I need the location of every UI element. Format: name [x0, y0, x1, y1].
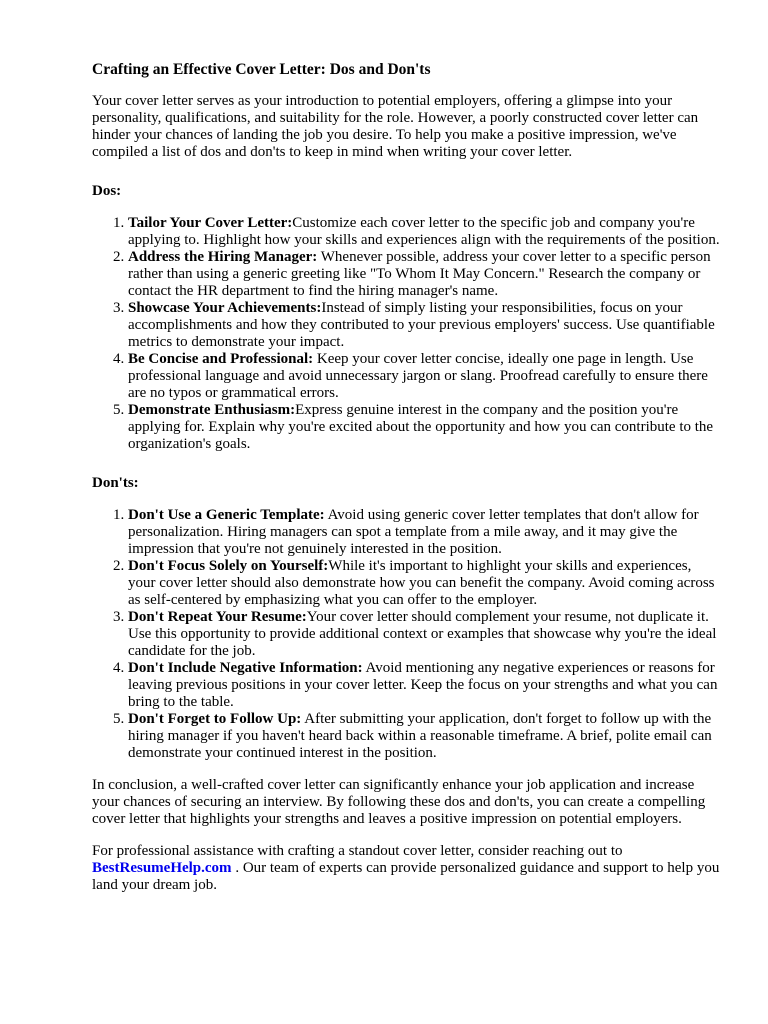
list-item-label: Tailor Your Cover Letter:	[128, 215, 293, 231]
list-item-text: Your cover letter should complement your resume, not duplicate it. Use this opportunity to provide additional context or examples that showcase why you're the ideal candidate for the job.	[128, 609, 717, 659]
list-item	[128, 402, 720, 453]
list-item-label: Don't Focus Solely on Yourself:	[128, 558, 329, 574]
donts-heading: Don'ts:	[92, 475, 139, 491]
bestresumehelp-link[interactable]: BestResumeHelp.com	[92, 860, 232, 876]
intro-paragraph: Your cover letter serves as your introduction to potential employers, offering a glimpse into your personality, qualifications, and suitability for the role. However, a poorly constructed cover letter can hinder your chances of landing the job you desire. To help you make a positive impression, we've compiled a list of dos and don'ts to keep in mind when writing your cover letter.	[92, 93, 699, 160]
list-item-label: Showcase Your Achievements:	[128, 300, 322, 316]
closing-text-before: For professional assistance with crafting a standout cover letter, consider reaching out to	[92, 843, 623, 859]
list-item	[128, 249, 720, 300]
list-item-label: Address the Hiring Manager:	[128, 249, 318, 265]
conclusion-paragraph: In conclusion, a well-crafted cover letter can significantly enhance your job application and increase your chances of securing an interview. By following these dos and don'ts, you can create a compelling cover letter that highlights your strengths and leaves a positive impression on potential employers.	[92, 777, 706, 827]
list-item-text: Instead of simply listing your responsibilities, focus on your accomplishments and how they contributed to your previous employers' success. Use quantifiable metrics to demonstrate your impact.	[128, 300, 715, 350]
list-item	[128, 660, 720, 711]
list-item-text: Whenever possible, address your cover letter to a specific person rather than using a generic greeting like "To Whom It May Concern." Research the company or contact the HR department to find the hiring manager's name.	[128, 249, 711, 299]
document-title: Crafting an Effective Cover Letter: Dos and Don'ts	[92, 61, 431, 78]
list-item	[128, 507, 720, 558]
list-item-text: Express genuine interest in the company and the position you're applying for. Explain why you're excited about the opportunity and how you can contribute to the organization's goals.	[128, 402, 714, 452]
list-item	[128, 609, 720, 660]
list-item	[128, 300, 720, 351]
list-item-text: Customize each cover letter to the specific job and company you're applying to. Highlight how your skills and experiences align with the requirements of the position.	[128, 215, 720, 248]
closing-text-after: . Our team of experts can provide personalized guidance and support to help you land your dream job.	[92, 860, 720, 893]
list-item-text: After submitting your application, don't forget to follow up with the hiring manager if you haven't heard back within a reasonable timeframe. A brief, polite email can demonstrate your continued interest in the position.	[128, 711, 712, 761]
list-item-label: Don't Include Negative Information:	[128, 660, 363, 676]
list-item-label: Don't Forget to Follow Up:	[128, 711, 302, 727]
list-item-label: Don't Repeat Your Resume:	[128, 609, 307, 625]
list-item-label: Demonstrate Enthusiasm:	[128, 402, 296, 418]
closing-paragraph	[92, 843, 720, 894]
donts-list	[92, 507, 720, 762]
list-item-text: Avoid mentioning any negative experiences or reasons for leaving previous positions in your cover letter. Keep the focus on your strengths and what you can bring to the table.	[128, 660, 718, 710]
list-item	[128, 711, 720, 762]
list-item	[128, 351, 720, 402]
list-item-text: While it's important to highlight your skills and experiences, your cover letter should also demonstrate how you can benefit the company. Avoid coming across as self-centered by emphasizing what you can offer to the employer.	[128, 558, 715, 608]
list-item	[128, 215, 720, 249]
list-item-text: Keep your cover letter concise, ideally one page in length. Use professional language and avoid unnecessary jargon or slang. Proofread carefully to ensure there are no typos or grammatical errors.	[128, 351, 708, 401]
list-item	[128, 558, 720, 609]
list-item-label: Don't Use a Generic Template:	[128, 507, 325, 523]
dos-list	[92, 215, 720, 453]
list-item-text: Avoid using generic cover letter templates that don't allow for personalization. Hiring managers can spot a template from a mile away, and it may give the impression that you're not genuinely interested in the position.	[128, 507, 699, 557]
list-item-label: Be Concise and Professional:	[128, 351, 314, 367]
dos-heading: Dos:	[92, 183, 122, 199]
